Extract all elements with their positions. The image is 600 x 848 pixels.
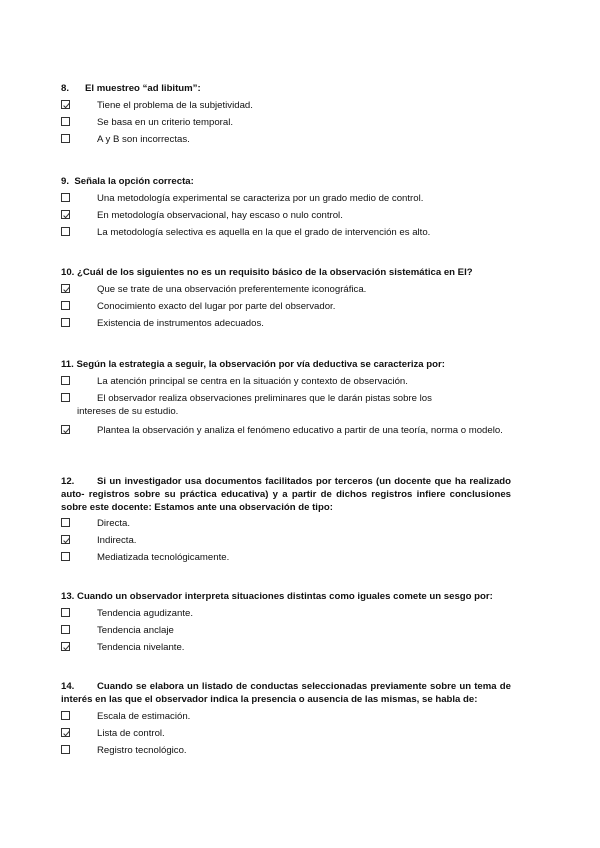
question-10 (61, 266, 511, 330)
checkbox-checked[interactable] (61, 284, 70, 293)
question-number: 10. (61, 267, 75, 278)
checkbox-checked[interactable] (61, 425, 70, 434)
option-8b[interactable] (61, 116, 511, 129)
question-8 (61, 82, 511, 146)
checkbox-unchecked[interactable] (61, 625, 70, 634)
question-14-title (61, 680, 511, 706)
question-13-title (61, 590, 511, 603)
option-label: Directa. (97, 518, 131, 529)
question-9 (61, 175, 511, 239)
option-label: La atención principal se centra en la situación y contexto de observación. (97, 376, 408, 387)
option-label: Una metodología experimental se caracteriza por un grado medio de control. (97, 193, 424, 204)
option-label: Tiene el problema de la subjetividad. (97, 100, 253, 111)
question-11 (61, 358, 511, 437)
question-13 (61, 590, 511, 654)
checkbox-unchecked[interactable] (61, 711, 70, 720)
option-label: Tendencia nivelante. (97, 642, 185, 653)
option-10c[interactable] (61, 317, 511, 330)
option-label: Conocimiento exacto del lugar por parte del observador. (97, 301, 336, 312)
question-number: 9. (61, 176, 70, 187)
checkbox-unchecked[interactable] (61, 318, 70, 327)
question-number: 13. (61, 591, 75, 602)
option-label: La metodología selectiva es aquella en la que el grado de intervención es alto. (97, 227, 431, 238)
option-9a[interactable] (61, 192, 511, 205)
checkbox-unchecked[interactable] (61, 134, 70, 143)
checkbox-unchecked[interactable] (61, 376, 70, 385)
option-label: Tendencia agudizante. (97, 608, 194, 619)
option-14c[interactable] (61, 744, 511, 757)
question-text: El muestreo “ad libitum”: (85, 83, 201, 94)
checkbox-checked[interactable] (61, 642, 70, 651)
question-text: Cuando un observador interpreta situaciones distintas como iguales comete un sesgo por: (77, 591, 493, 602)
option-label-continuation: intereses de su estudio. (77, 406, 179, 417)
question-number: 14. (61, 681, 75, 692)
question-text: ¿Cuál de los siguientes no es un requisito básico de la observación sistemática en EI? (77, 267, 473, 278)
option-label: A y B son incorrectas. (97, 134, 190, 145)
question-12 (61, 475, 511, 564)
option-12b[interactable] (61, 534, 511, 547)
option-label: Plantea la observación y analiza el fenómeno educativo a partir de una teoría, norma o modelo. (97, 425, 503, 436)
option-12a[interactable] (61, 517, 511, 530)
checkbox-checked[interactable] (61, 100, 70, 109)
checkbox-unchecked[interactable] (61, 193, 70, 202)
option-12c[interactable] (61, 551, 511, 564)
checkbox-unchecked[interactable] (61, 227, 70, 236)
option-label: Escala de estimación. (97, 711, 191, 722)
option-13a[interactable] (61, 607, 511, 620)
option-label: Se basa en un criterio temporal. (97, 117, 233, 128)
checkbox-checked[interactable] (61, 728, 70, 737)
checkbox-checked[interactable] (61, 210, 70, 219)
checkbox-unchecked[interactable] (61, 301, 70, 310)
checkbox-unchecked[interactable] (61, 117, 70, 126)
checkbox-unchecked[interactable] (61, 552, 70, 561)
option-label: Indirecta. (97, 535, 137, 546)
option-9b[interactable] (61, 209, 511, 222)
question-10-title (61, 266, 511, 279)
option-14a[interactable] (61, 710, 511, 723)
option-label: El observador realiza observaciones preliminares que le darán pistas sobre los (97, 393, 432, 404)
question-text: Si un investigador usa documentos facilitados por terceros (un docente que ha realizado auto- registros sobre su práctica educativa) y a partir de dichos registros infiere conclusiones sobre este docente: Estamos ante una observación de tipo: (61, 476, 511, 513)
question-9-title (61, 175, 511, 188)
option-14b[interactable] (61, 727, 511, 740)
checkbox-checked[interactable] (61, 535, 70, 544)
option-label: Registro tecnológico. (97, 745, 187, 756)
option-11b[interactable] (61, 392, 511, 418)
option-8c[interactable] (61, 133, 511, 146)
option-label: Tendencia anclaje (97, 625, 174, 636)
option-10b[interactable] (61, 300, 511, 313)
question-text: Cuando se elabora un listado de conductas seleccionadas previamente sobre un tema de interés en las que el observador indica la presencia o ausencia de las mismas, se habla de: (61, 681, 511, 705)
option-label: En metodología observacional, hay escaso o nulo control. (97, 210, 343, 221)
question-number: 12. (61, 476, 75, 487)
option-label: Mediatizada tecnológicamente. (97, 552, 230, 563)
checkbox-unchecked[interactable] (61, 745, 70, 754)
question-text: Señala la opción correcta: (74, 176, 194, 187)
option-13c[interactable] (61, 641, 511, 654)
question-text: Según la estrategia a seguir, la observación por vía deductiva se caracteriza por: (76, 359, 445, 370)
option-11c[interactable] (61, 424, 511, 437)
option-label: Existencia de instrumentos adecuados. (97, 318, 264, 329)
checkbox-unchecked[interactable] (61, 393, 70, 402)
question-number: 8. (61, 83, 70, 94)
option-13b[interactable] (61, 624, 511, 637)
checkbox-unchecked[interactable] (61, 608, 70, 617)
option-label: Lista de control. (97, 728, 165, 739)
question-number: 11. (61, 359, 74, 370)
question-11-title (61, 358, 511, 371)
option-10a[interactable] (61, 283, 511, 296)
option-11a[interactable] (61, 375, 511, 388)
question-14 (61, 680, 511, 757)
question-8-title (61, 82, 511, 95)
option-8a[interactable] (61, 99, 511, 112)
option-label: Que se trate de una observación preferentemente iconográfica. (97, 284, 367, 295)
question-12-title (61, 475, 511, 514)
checkbox-unchecked[interactable] (61, 518, 70, 527)
option-9c[interactable] (61, 226, 511, 239)
